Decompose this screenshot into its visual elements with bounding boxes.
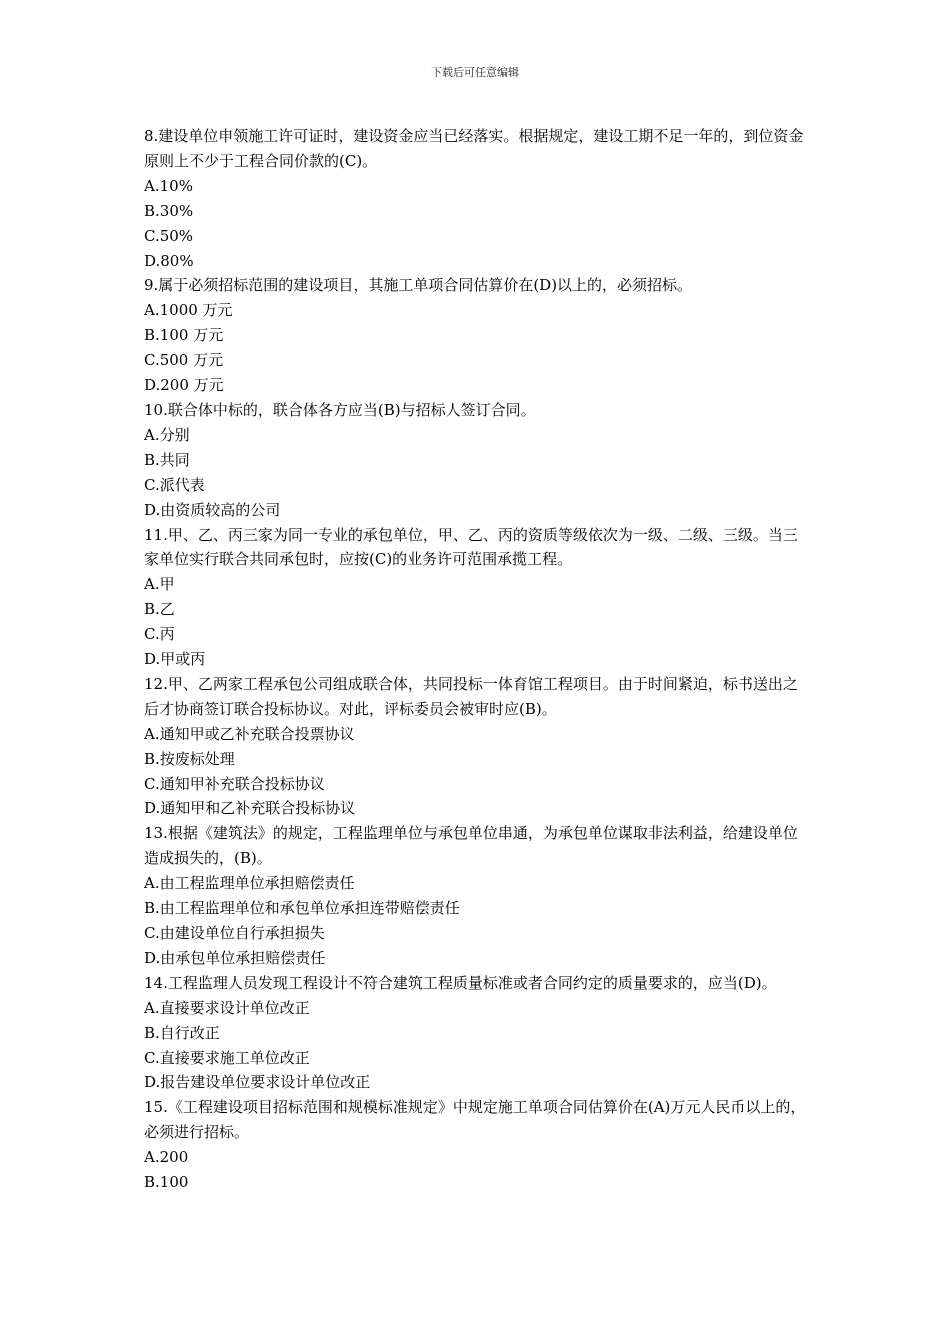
- question-option: A.10%: [144, 176, 193, 195]
- question-stem: 8.建设单位申领施工许可证时，建设资金应当已经落实。根据规定，建设工期不足一年的，到位资金原则上不少于工程合同价款的(C)。: [144, 127, 804, 170]
- question-option: B.由工程监理单位和承包单位承担连带赔偿责任: [144, 899, 460, 918]
- question-option: A.甲: [144, 575, 175, 594]
- question-option: A.200: [144, 1148, 189, 1167]
- question-option: C.500 万元: [144, 351, 224, 370]
- question-option: A.分别: [144, 425, 190, 444]
- question-option: C.50%: [144, 226, 194, 245]
- question-stem: 13.根据《建筑法》的规定，工程监理单位与承包单位串通，为承包单位谋取非法利益，给建设单位造成损失的，(B)。: [144, 824, 798, 868]
- question-option: D.由承包单位承担赔偿责任: [144, 948, 326, 967]
- question-option: C.直接要求施工单位改正: [144, 1048, 310, 1067]
- question-option: D.报告建设单位要求设计单位改正: [144, 1073, 371, 1092]
- question-option: B.100 万元: [144, 326, 224, 345]
- question-option: D.80%: [144, 251, 194, 270]
- page-header: 下载后可任意编辑: [431, 66, 519, 79]
- question-option: D.由资质较高的公司: [144, 500, 281, 519]
- question-option: D.200 万元: [144, 376, 224, 395]
- question-option: C.由建设单位自行承担损失: [144, 924, 325, 942]
- question-option: A.通知甲或乙补充联合投票协议: [144, 724, 355, 743]
- question-option: B.按废标处理: [144, 749, 235, 768]
- question-stem: 12.甲、乙两家工程承包公司组成联合体，共同投标一体育馆工程项目。由于时间紧迫，标书送出之后才协商签订联合投标协议。对此，评标委员会被审时应(B)。: [144, 674, 798, 718]
- question-option: C.通知甲补充联合投标协议: [144, 774, 325, 793]
- question-option: B.乙: [144, 600, 175, 619]
- document-body: [144, 124, 808, 1195]
- question-option: C.派代表: [144, 475, 205, 494]
- question-option: B.100: [144, 1173, 189, 1192]
- question-option: B.共同: [144, 450, 190, 469]
- question-stem: 14.工程监理人员发现工程设计不符合建筑工程质量标准或者合同约定的质量要求的，应当(D)。: [144, 973, 777, 992]
- question-option: C.丙: [144, 625, 175, 644]
- question-option: B.30%: [144, 201, 194, 220]
- question-stem: 15.《工程建设项目招标范围和规模标准规定》中规定施工单项合同估算价在(A)万元人民币以上的，必须进行招标。: [144, 1098, 806, 1142]
- question-option: A.直接要求设计单位改正: [144, 998, 310, 1017]
- question-stem: 9.属于必须招标范围的建设项目，其施工单项合同估算价在(D)以上的，必须招标。: [144, 276, 693, 295]
- question-option: D.通知甲和乙补充联合投标协议: [144, 799, 356, 818]
- question-option: D.甲或丙: [144, 650, 206, 669]
- question-option: A.由工程监理单位承担赔偿责任: [144, 874, 355, 893]
- question-stem: 11.甲、乙、丙三家为同一专业的承包单位，甲、乙、丙的资质等级依次为一级、二级、三级。当三家单位实行联合共同承包时，应按(C)的业务许可范围承揽工程。: [144, 525, 798, 569]
- question-option: A.1000 万元: [144, 301, 233, 320]
- question-stem: 10.联合体中标的，联合体各方应当(B)与招标人签订合同。: [144, 400, 536, 419]
- question-option: B.自行改正: [144, 1023, 220, 1042]
